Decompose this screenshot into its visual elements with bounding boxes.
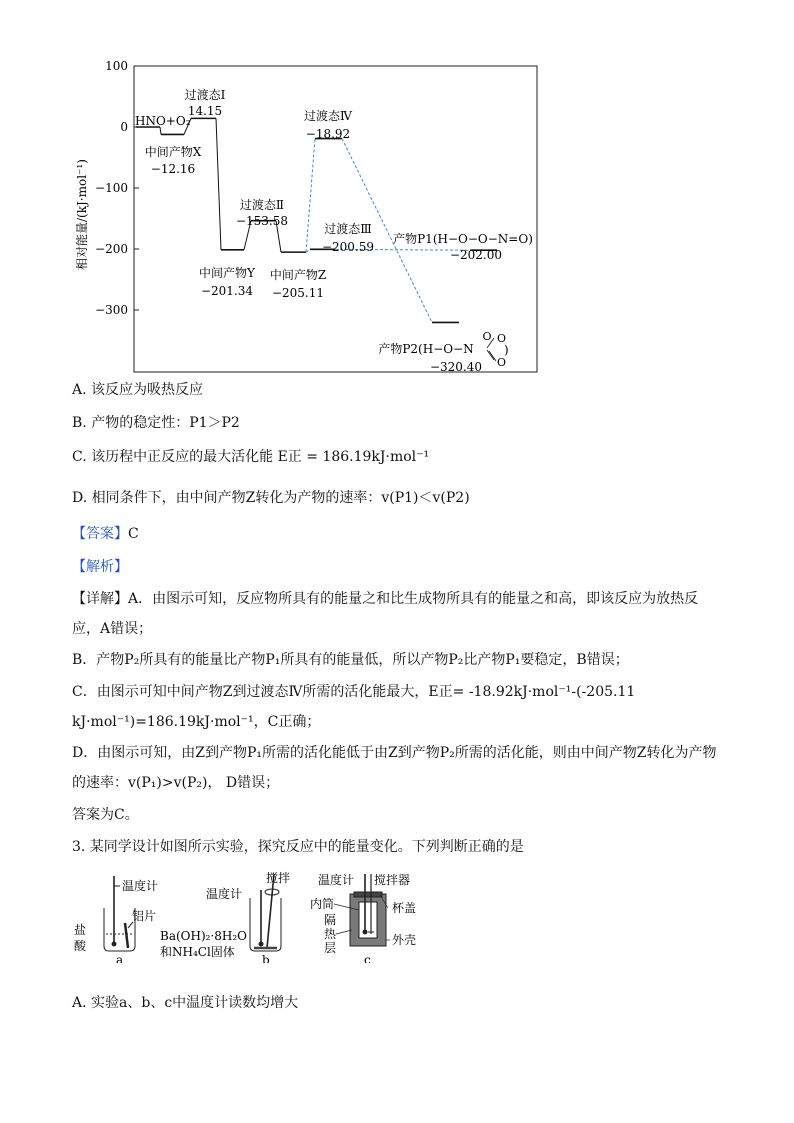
detail-label: 【详解】 <box>72 591 128 607</box>
fig-b-thermometer: 温度计 <box>206 887 243 901</box>
detail-d: D．由图示可知，由Z到产物P₁所需的活化能低于由Z到产物P₂所需的活化能，则由中间产物Z转化为产物的速率：v(P₁)>v(P₂)， D错误； <box>72 745 717 791</box>
fig-a-caption: a <box>116 953 124 963</box>
fig-a-liquid-2: 酸 <box>74 939 87 953</box>
energy-profile-chart <box>60 55 580 385</box>
state-value-TS3: −200.59 <box>321 240 375 254</box>
fig-c-shell: 外壳 <box>392 933 417 947</box>
connector-Z-TS4 <box>306 139 315 253</box>
fig-b-solid: Ba(OH)₂·8H₂O <box>160 929 248 943</box>
fig-c-inner: 内筒 <box>310 897 335 911</box>
y-axis-label: 相对能量/(kJ·mol⁻¹) <box>75 159 89 270</box>
apparatus-b <box>250 874 281 951</box>
fig-c-caption: c <box>364 953 371 963</box>
detail-c2: kJ·mol⁻¹)=186.19kJ·mol⁻¹，C正确； <box>72 714 321 730</box>
fig-c-stirrer: 搅拌器 <box>374 873 411 887</box>
state-name-TS4: 过渡态Ⅳ <box>304 109 352 123</box>
state-name-TS1: 过渡态Ⅰ <box>184 88 226 102</box>
fig-c-lid: 杯盖 <box>392 901 417 915</box>
option-d: D. 相同条件下，由中间产物Z转化为产物的速率：v(P1)＜v(P2) <box>72 490 470 506</box>
fig-c-thermometer: 温度计 <box>318 873 355 887</box>
oxygen-label: O <box>482 330 492 343</box>
y-tick-label: −300 <box>95 303 128 317</box>
fig-b-solid2: 和NH₄Cl固体 <box>160 945 235 959</box>
fig-b-caption: b <box>262 953 270 963</box>
option-c: C. 该历程中正反应的最大活化能 E正 = 186.19kJ·mol⁻¹ <box>72 449 430 465</box>
state-value-TS2: −153.58 <box>235 214 289 228</box>
fig-a-thermometer: 温度计 <box>122 879 159 893</box>
fig-c-insulation-1: 隔 <box>324 913 337 927</box>
y-tick-label: 0 <box>120 120 128 134</box>
y-tick-label: 100 <box>105 59 128 73</box>
fig-c-insulation-3: 层 <box>324 941 337 955</box>
detail-c1: C．由图示可知中间产物Z到过渡态Ⅳ所需的活化能最大，E正= -18.92kJ·mol⁻¹-(-205.11 <box>72 684 636 700</box>
state-value-P2: −320.40 <box>429 360 483 374</box>
option-a: A. 该反应为吸热反应 <box>72 382 204 398</box>
state-value-Z: −205.11 <box>271 286 325 300</box>
fig-c-insulation-2: 热 <box>324 927 337 941</box>
state-name-P2: 产物P2(H−O−N <box>378 342 474 356</box>
fig-a-solid: 铝片 <box>132 909 157 923</box>
apparatus-figures <box>70 868 430 963</box>
state-value-TS1: 14.15 <box>187 104 223 118</box>
question-3-stem: 3. 某同学设计如图所示实验，探究反应中的能量变化。下列判断正确的是 <box>72 839 524 855</box>
y-tick-label: −200 <box>95 242 128 256</box>
state-value-P1: −202.00 <box>449 248 503 262</box>
oxygen-label: O <box>497 332 507 345</box>
oxygen-label: O <box>497 356 507 369</box>
closing-paren: ) <box>504 343 509 357</box>
y-axis <box>95 59 139 317</box>
state-value-Y: −201.34 <box>200 284 254 298</box>
option-b: B. 产物的稳定性：P1＞P2 <box>72 415 240 431</box>
connector-TS1-Y <box>216 118 221 249</box>
state-name-Z: 中间产物Z <box>269 268 327 282</box>
detail-a: 【详解】A．由图示可知，反应物所具有的能量之和比生成物所具有的能量之和高，即该反应为放热反应，A错误； <box>72 591 699 637</box>
connector-reactant-X <box>160 127 161 134</box>
detail-conclusion: 答案为C。 <box>72 807 139 823</box>
answer-value: C <box>128 526 139 542</box>
q3-option-a: A. 实验a、b、c中温度计读数均增大 <box>72 995 299 1011</box>
analysis-label: 【解析】 <box>72 559 128 575</box>
state-name-P1: 产物P1(H−O−O−N=O) <box>393 232 533 246</box>
state-name-TS3: 过渡态Ⅲ <box>324 222 372 236</box>
state-name-Y: 中间产物Y <box>199 266 255 280</box>
answer-label: 【答案】 <box>72 526 128 542</box>
state-name-X: 中间产物X <box>144 145 202 159</box>
state-value-TS4: −18.92 <box>305 127 351 141</box>
state-value-X: −12.16 <box>150 162 196 176</box>
fig-a-liquid-1: 盐 <box>74 923 87 937</box>
state-labels <box>135 87 533 374</box>
fig-b-stir: 搅拌 <box>266 871 291 885</box>
answer-line <box>72 524 139 544</box>
detail-b: B．产物P₂所具有的能量比产物P₁所具有的能量低，所以产物P₂比产物P₁要稳定，B错误； <box>72 652 629 668</box>
state-name-TS2: 过渡态Ⅱ <box>239 198 285 212</box>
state-name-reactant: HNO+O₂ <box>135 114 191 128</box>
y-tick-label: −100 <box>95 181 128 195</box>
